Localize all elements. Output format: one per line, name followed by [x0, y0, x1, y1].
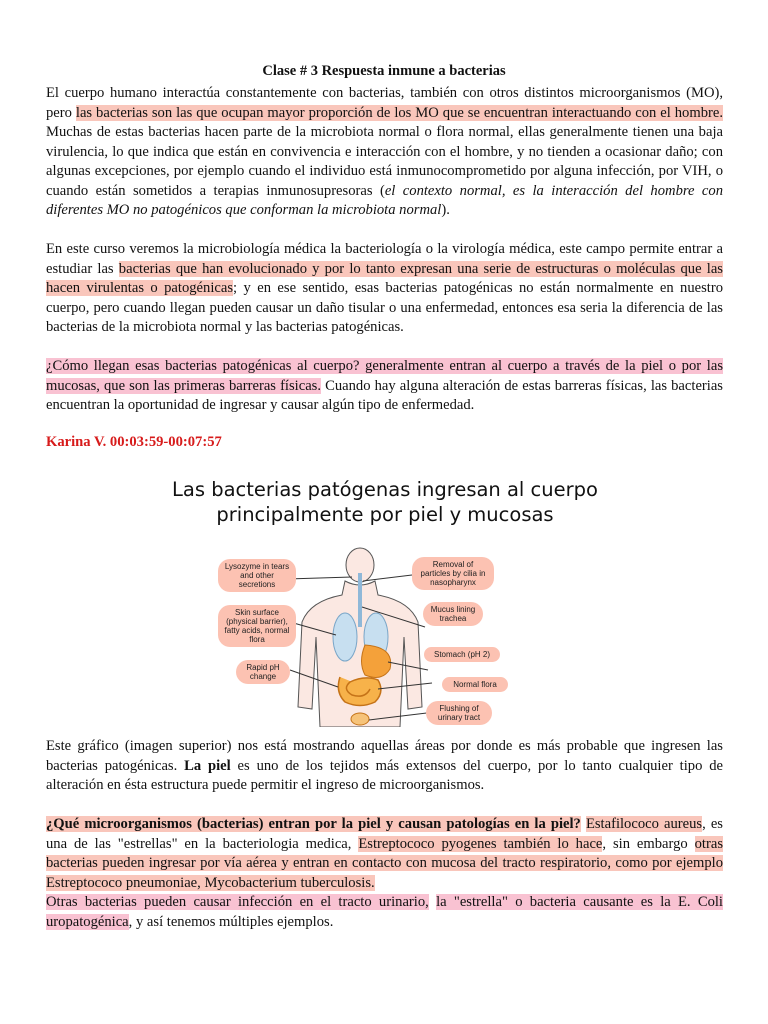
text: , sin embargo [602, 835, 695, 852]
text: Este gráfico (imagen superior) nos está mostrando aquellas áreas por donde es más probable que ingresen las bacterias patogénicas. [46, 738, 723, 774]
highlight-bold: ¿Qué microorganismos (bacterias) entran por la piel y causan patologías en la piel? [46, 816, 581, 832]
text: , es una de las "estrellas" en la bacteriologia medica, [46, 816, 723, 852]
text: El cuerpo humano interactúa constantemente con bacterias, también con otros distintos microorganismos (MO), pero [46, 85, 723, 121]
figure-title-line2: principalmente por piel y mucosas [216, 503, 554, 526]
paragraph-figure-explanation [46, 737, 723, 796]
italic-text: el contexto normal, es la interacción del hombre con diferentes MO no patogénicos que conforman la microbiota normal [46, 182, 723, 218]
bold-text: La piel [184, 757, 231, 774]
paragraph-intro [46, 84, 723, 221]
paragraph-microorganisms [46, 815, 723, 932]
highlight: Estafilococo aureus [585, 816, 703, 832]
text: En este curso veremos la microbiología médica la bacteriología o la virología médica, este campo permite entrar a estudiar las [46, 241, 723, 277]
highlight: Estreptococo pyogenes también lo hace [358, 835, 603, 852]
label-rapid-ph: Rapid pH change [236, 660, 290, 684]
text: es uno de los tejidos más extensos del cuerpo, por lo tanto cualquier tipo de alteración en ésta estructura puede permitir el ingreso de microorganismos. [46, 757, 723, 793]
text: ). [441, 202, 450, 218]
paragraph-course [46, 240, 723, 338]
label-lysozyme: Lysozyme in tears and other secretions [218, 559, 296, 592]
label-skin-surface: Skin surface (physical barrier), fatty acids, normal flora [218, 605, 296, 647]
label-urinary-tract: Flushing of urinary tract [426, 701, 492, 725]
label-cilia: Removal of particles by cilia in nasopharynx [412, 557, 494, 590]
label-mucus-trachea: Mucus lining trachea [423, 602, 483, 626]
text [429, 894, 436, 910]
text: ; y en ese sentido, esas bacterias patogénicas no están normalmente en nuestro cuerpo, pero cuando llegan pueden causar un daño tisular o una enfermedad, entonces esa seria la diferencia de las bacterias de la microbiota normal y las bacterias patogénicas. [46, 280, 724, 335]
label-normal-flora: Normal flora [442, 677, 508, 692]
highlight: la "estrella" o bacteria causante es la E. Coli uropatogénica [46, 894, 723, 930]
highlight: otras bacterias pueden ingresar por vía aérea y entran en contacto con mucosa del tracto respiratorio, como por ejemplo Estreptococo pneumoniae, Mycobacterium tuberculosis. [46, 835, 723, 891]
paragraph-entry [46, 357, 723, 416]
highlight: las bacterias son las que ocupan mayor proporción de los MO que se encuentran interactuando con el hombre. [75, 104, 723, 121]
figure-title-line1: Las bacterias patógenas ingresan al cuerpo [172, 478, 598, 501]
body-barriers-figure [160, 477, 610, 727]
highlight: bacterias que han evolucionado y por lo tanto expresan una serie de estructuras o moléculas que las hacen virulentas o patogénicas [46, 260, 723, 296]
text: Cuando hay alguna alteración de estas barreras físicas, las bacterias encuentran la oportunidad de ingresar y causar algún tipo de enfermedad. [46, 377, 723, 413]
highlight: ¿Cómo llegan esas bacterias patogénicas al cuerpo? generalmente entran al cuerpo a través de la piel o por las mucosas, que son las primeras barreras físicas. [46, 358, 723, 394]
page-title: Clase # 3 Respuesta inmune a bacterias [262, 63, 506, 79]
human-body-illustration [160, 477, 610, 727]
label-stomach: Stomach (pH 2) [424, 647, 500, 662]
highlight: Otras bacterias pueden causar infección en el tracto urinario, [46, 894, 429, 910]
text: Muchas de estas bacterias hacen parte de la microbiota normal o flora normal, ellas generalmente tienen una baja virulencia, lo que indica que están en convivencia e interacción con el hombre, y no tienden a ocasionar daño; con algunas excepciones, por ejemplo cuando el individuo está inmunocomprometido por alguna infección, por VIH, o cuando están sometidos a terapias inmunosupresoras ( [46, 124, 723, 199]
text: , y así tenemos múltiples ejemplos. [128, 913, 334, 930]
timestamp: Karina V. 00:03:59-00:07:57 [46, 434, 222, 450]
